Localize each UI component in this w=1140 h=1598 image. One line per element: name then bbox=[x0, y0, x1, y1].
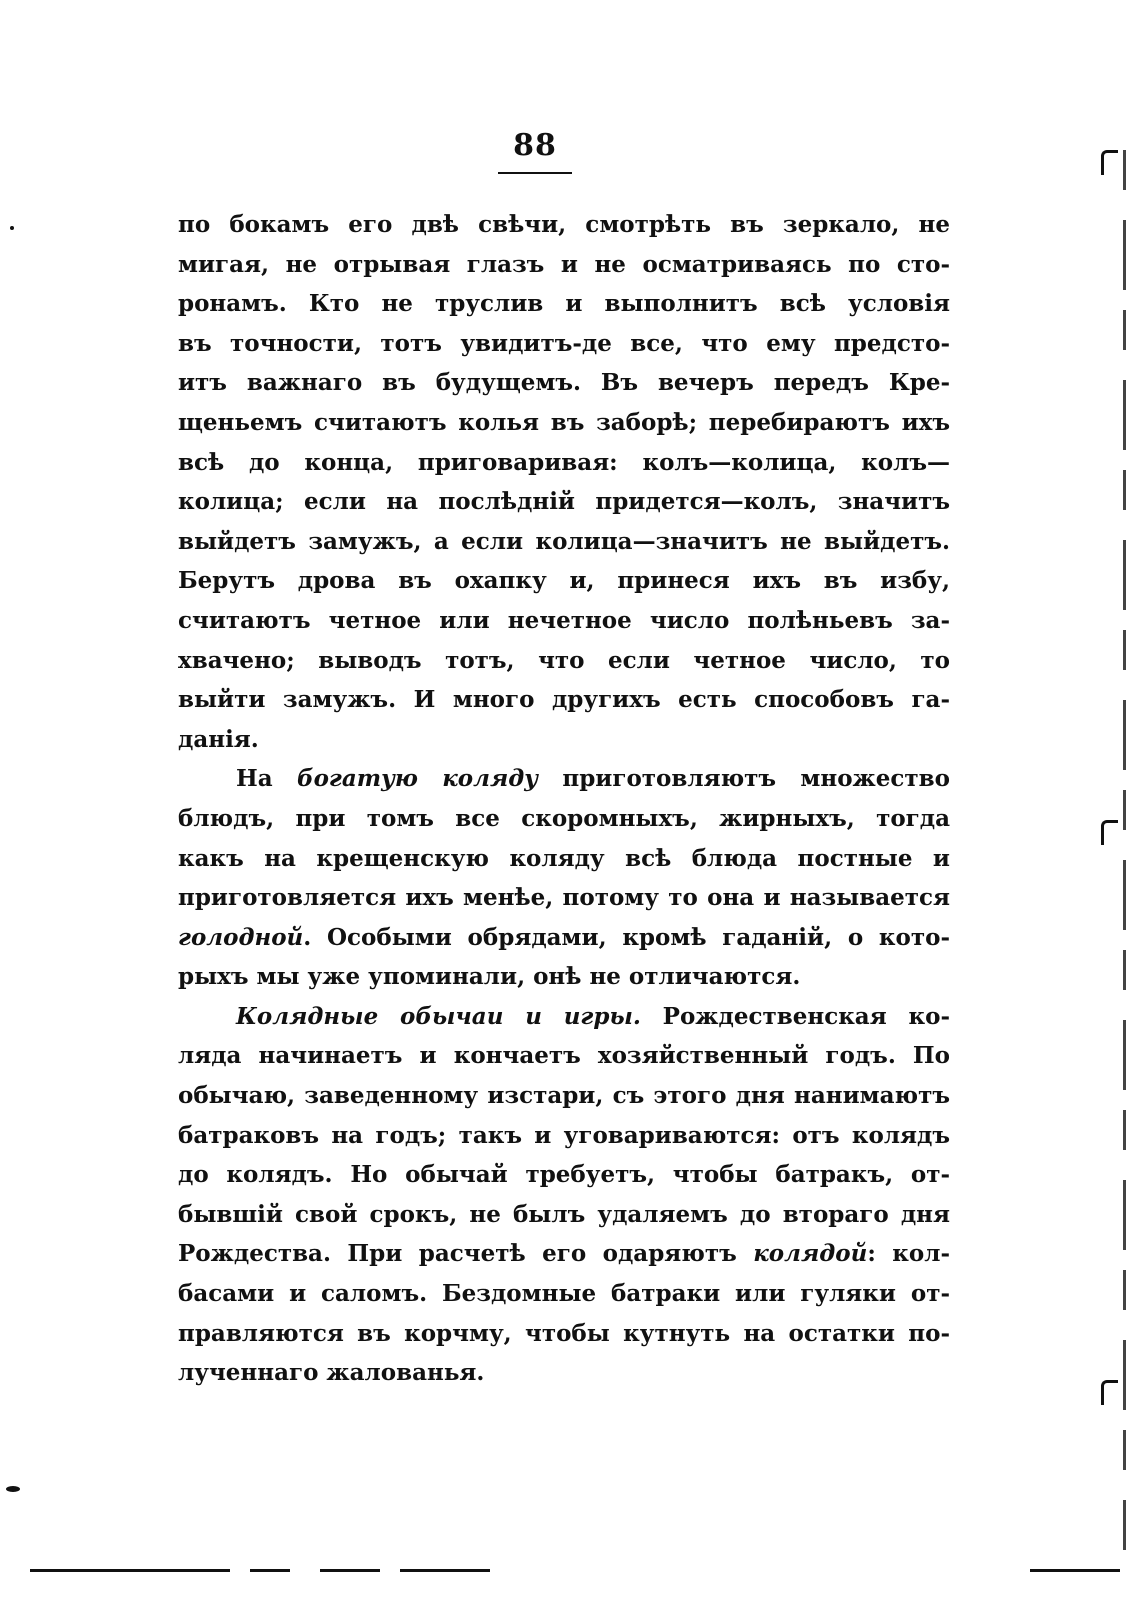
scan-edge-mark bbox=[1101, 1380, 1118, 1405]
scan-bottom-line bbox=[400, 1569, 490, 1572]
text-line: ляда начинаетъ и кончаетъ хозяйственный годъ. По bbox=[178, 1042, 950, 1070]
scan-bottom-line bbox=[30, 1569, 230, 1572]
text-line: какъ на крещенскую коляду всѣ блюда постные и bbox=[178, 844, 950, 872]
text-line bbox=[178, 1234, 950, 1274]
text-line: приготовляется ихъ менѣе, потому то она и называется bbox=[178, 884, 950, 912]
text-line: выйти замужъ. И много другихъ есть способовъ га- bbox=[178, 686, 950, 714]
section-heading: Колядные обычаи и игры. bbox=[236, 1002, 641, 1030]
text-line: хвачено; выводъ тотъ, что если четное число, то bbox=[178, 646, 950, 674]
scan-speck bbox=[10, 226, 14, 230]
text-line bbox=[178, 759, 950, 799]
page-body bbox=[178, 205, 950, 1393]
scan-edge-shadow bbox=[1123, 150, 1126, 1550]
text-line: до колядъ. Но обычай требуетъ, чтобы батракъ, от- bbox=[178, 1161, 950, 1189]
scan-speck bbox=[6, 1486, 20, 1492]
text-run: . Особыми обрядами, кромѣ гаданій, о кото- bbox=[303, 923, 950, 951]
text-line: въ точности, тотъ увидитъ-де все, что ему предсто- bbox=[178, 329, 950, 357]
text-line: ронамъ. Кто не труслив и выполнитъ всѣ условія bbox=[178, 290, 950, 318]
scan-edge-mark bbox=[1101, 820, 1118, 845]
page-number: 88 bbox=[513, 128, 557, 163]
text-line: бывшій свой срокъ, не былъ удаляемъ до втораго дня bbox=[178, 1200, 950, 1228]
scan-bottom-line bbox=[1030, 1569, 1120, 1572]
text-line: блюдъ, при томъ все скоромныхъ, жирныхъ, тогда bbox=[178, 804, 950, 832]
text-line: мигая, не отрывая глазъ и не осматриваясь по сто- bbox=[178, 250, 950, 278]
text-line bbox=[178, 918, 950, 958]
text-line: щеньемъ считаютъ колья въ заборѣ; перебираютъ ихъ bbox=[178, 408, 950, 436]
scan-bottom-line bbox=[250, 1569, 290, 1572]
paragraph-bogataya-kolyada bbox=[178, 759, 950, 997]
text-line: Берутъ дрова въ охапку и, принеся ихъ въ избу, bbox=[178, 567, 950, 595]
text-line: колица; если на послѣдній придется—колъ, значитъ bbox=[178, 488, 950, 516]
text-line: обычаю, заведенному изстари, съ этого дня нанимаютъ bbox=[178, 1082, 950, 1110]
text-line: итъ важнаго въ будущемъ. Въ вечеръ передъ Кре- bbox=[178, 369, 950, 397]
text-line: рыхъ мы уже упоминали, онѣ не отличаются. bbox=[178, 963, 801, 991]
paragraph-continuation bbox=[178, 205, 950, 759]
text-line: басами и саломъ. Бездомные батраки или гуляки от- bbox=[178, 1280, 950, 1308]
page-number-rule bbox=[498, 172, 572, 174]
text-run: : кол- bbox=[867, 1240, 950, 1268]
text-line: данія. bbox=[178, 725, 259, 753]
text-run: Рождественская ко- bbox=[640, 1002, 950, 1030]
text-line: правляются въ корчму, чтобы кутнуть на остатки по- bbox=[178, 1319, 950, 1347]
text-line: лученнаго жалованья. bbox=[178, 1359, 485, 1387]
italic-term: колядой bbox=[753, 1240, 868, 1268]
scan-bottom-line bbox=[320, 1569, 380, 1572]
text-line: считаютъ четное или нечетное число полѣньевъ за- bbox=[178, 606, 950, 634]
text-run: На bbox=[236, 765, 297, 793]
italic-term: голодной bbox=[178, 923, 304, 951]
text-line: выйдетъ замужъ, а если колица—значитъ не выйдетъ. bbox=[178, 527, 950, 555]
text-run: приготовляютъ множество bbox=[538, 765, 950, 793]
paragraph-kolyadnye-obychai bbox=[178, 997, 950, 1393]
italic-term: богатую коляду bbox=[296, 765, 539, 793]
text-line: батраковъ на годъ; такъ и уговариваются: отъ колядъ bbox=[178, 1121, 950, 1149]
text-line: по бокамъ его двѣ свѣчи, смотрѣть въ зеркало, не bbox=[178, 211, 950, 238]
text-line: всѣ до конца, приговаривая: колъ—колица, колъ— bbox=[178, 448, 950, 476]
scan-edge-mark bbox=[1101, 150, 1118, 175]
text-run: Рождества. При расчетѣ его одаряютъ bbox=[178, 1240, 754, 1268]
text-line bbox=[178, 997, 950, 1037]
